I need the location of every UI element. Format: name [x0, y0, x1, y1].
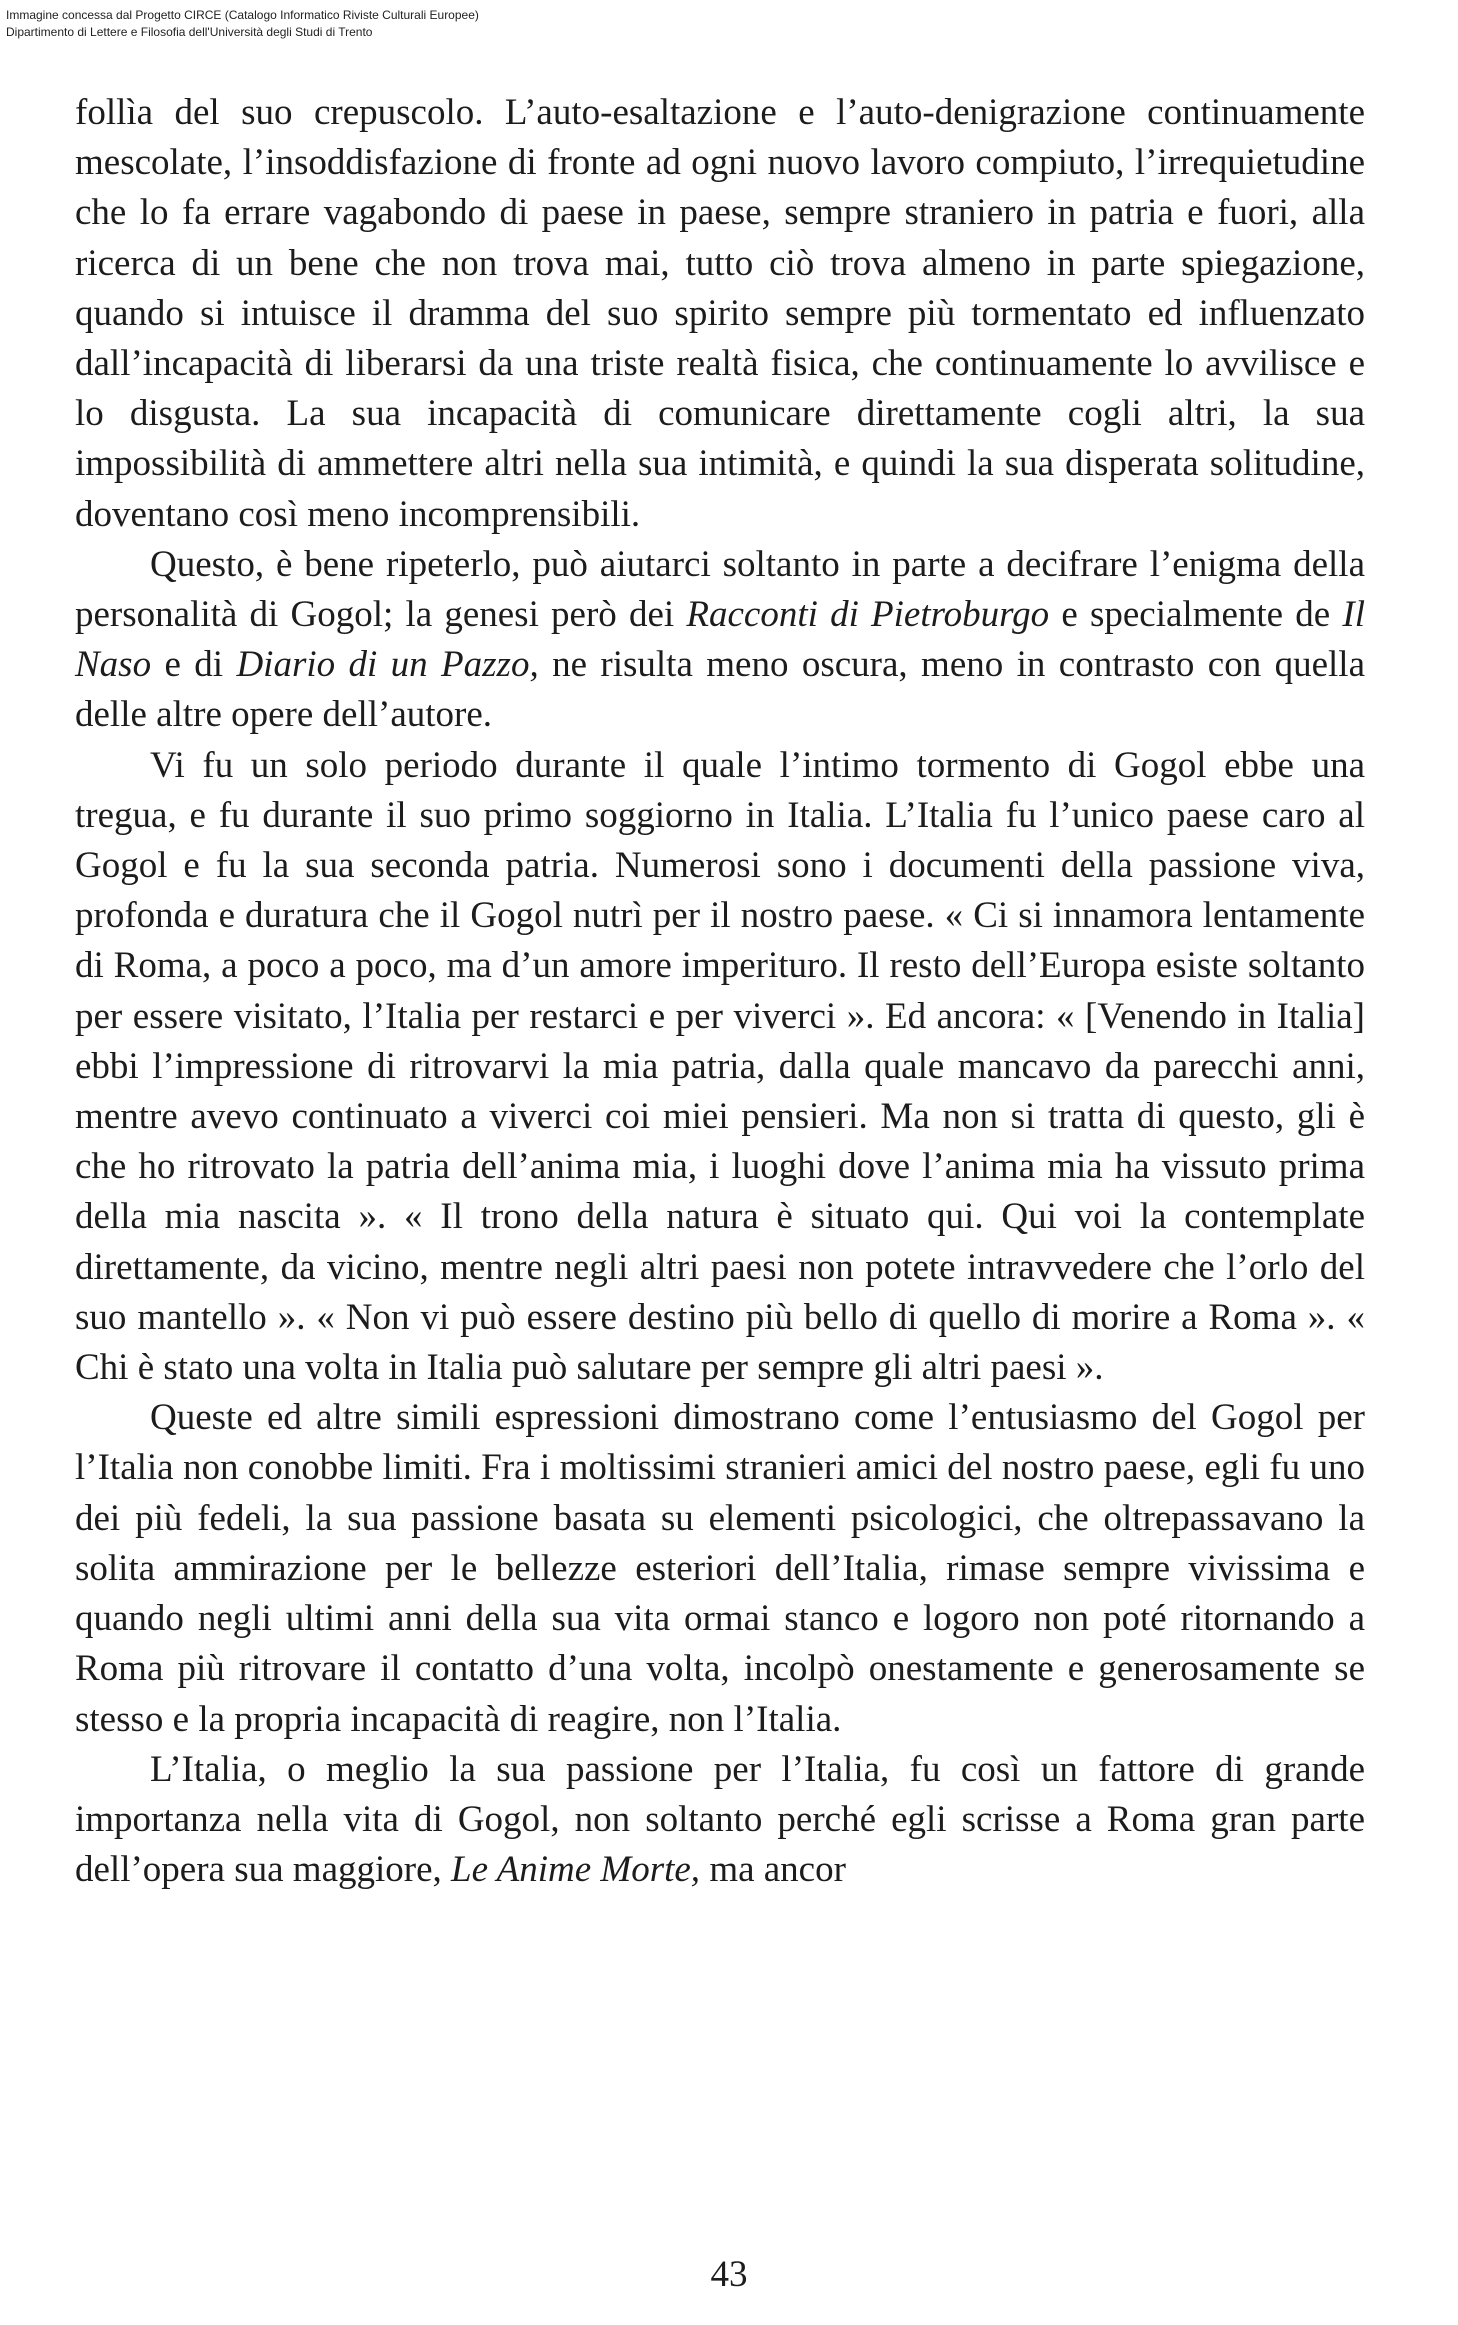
credit-line-2: Dipartimento di Lettere e Filosofia dell'Università degli Studi di Trento [6, 25, 373, 39]
paragraph-1: follìa del suo crepuscolo. L’auto-esaltazione e l’auto-denigrazione continuamente mescolate, l’insoddisfazione di fronte ad ogni nuovo lavoro compiuto, l’irrequietudine che lo fa errare vagabondo di paese in paese, sempre straniero in patria e fuori, alla ricerca di un bene che non trova mai, tutto ciò trova almeno in parte spiegazione, quando si intuisce il dramma del suo spirito sempre più tormentato ed influenzato dall’incapacità di liberarsi da una triste realtà fisica, che continuamente lo avvilisce e lo disgusta. La sua incapacità di comunicare direttamente cogli altri, la sua impossibilità di ammettere altri nella sua intimità, e quindi la sua disperata solitudine, doventano così meno incomprensibili. [75, 92, 1365, 535]
text-run: ne risulta meno oscura, meno in contrasto con quella delle altre opere dell’autore. [75, 644, 1366, 736]
text-run: L’Italia, o meglio la sua passione per l’Italia, fu così un fattore di grande importanza nella vita di Gogol, non soltanto perché egli scrisse a Roma gran parte dell’opera sua maggiore, [75, 1748, 1365, 1891]
italic-title: Diario di un Pazzo, [236, 644, 539, 686]
credit-line-1: Immagine concessa dal Progetto CIRCE (Catalogo Informatico Riviste Culturali Europee) [6, 8, 479, 22]
text-run: Questo, è bene ripeterlo, può aiutarci soltanto in parte a decifrare l’enigma della personalità di Gogol; la genesi però dei [75, 543, 1365, 636]
paragraph-3: Vi fu un solo periodo durante il quale l’intimo tormento di Gogol ebbe una tregua, e fu durante il suo primo soggiorno in Italia. L’Italia fu l’unico paese caro al Gogol e fu la sua seconda patria. Numerosi sono i documenti della passione viva, profonda e duratura che il Gogol nutrì per il nostro paese. « Ci si innamora lentamente di Roma, a poco a poco, ma d’un amore imperituro. Il resto dell’Europa esiste soltanto per essere visitato, l’Italia per restarci e per viverci ». Ed ancora: « [Venendo in Italia] ebbi l’impressione di ritrovarvi la mia patria, dalla quale mancavo da parecchi anni, mentre avevo continuato a viverci coi miei pensieri. Ma non si tratta di questo, gli è che ho ritrovato la patria dell’anima mia, i luoghi dove l’anima mia ha vissuto prima della mia nascita ». « Il trono della natura è situato qui. Qui voi la contemplate direttamente, da vicino, mentre negli altri paesi non potete intravvedere che l’orlo del suo mantello ». « Non vi può essere destino più bello di quello di morire a Roma ». « Chi è stato una volta in Italia può salutare per sempre gli altri paesi ». [75, 744, 1365, 1389]
paragraph-2 [75, 540, 1365, 741]
italic-title: Le Anime Morte, [451, 1849, 701, 1891]
italic-title: Racconti di Pietroburgo [686, 594, 1050, 636]
page-text [75, 88, 1365, 1895]
text-run: ma ancor [700, 1849, 846, 1891]
page-number: 43 [710, 2254, 748, 2295]
text-run: e di [151, 644, 237, 686]
text-run: e specialmente de [1049, 594, 1343, 636]
archive-credit-header [6, 7, 479, 41]
paragraph-4: Queste ed altre simili espressioni dimostrano come l’entusiasmo del Gogol per l’Italia non conobbe limiti. Fra i moltissimi stranieri amici del nostro paese, egli fu uno dei più fedeli, la sua passione basata su elementi psicologici, che oltrepassavano la solita ammirazione per le bellezze esteriori dell’Italia, rimase sempre vivissima e quando negli ultimi anni della sua vita ormai stanco e logoro non poté ritornando a Roma più ritrovare il contatto d’una volta, incolpò onestamente e generosamente se stesso e la propria incapacità di reagire, non l’Italia. [75, 1397, 1365, 1740]
paragraph-5 [75, 1745, 1365, 1896]
italic-title: Il Naso [75, 594, 1366, 686]
